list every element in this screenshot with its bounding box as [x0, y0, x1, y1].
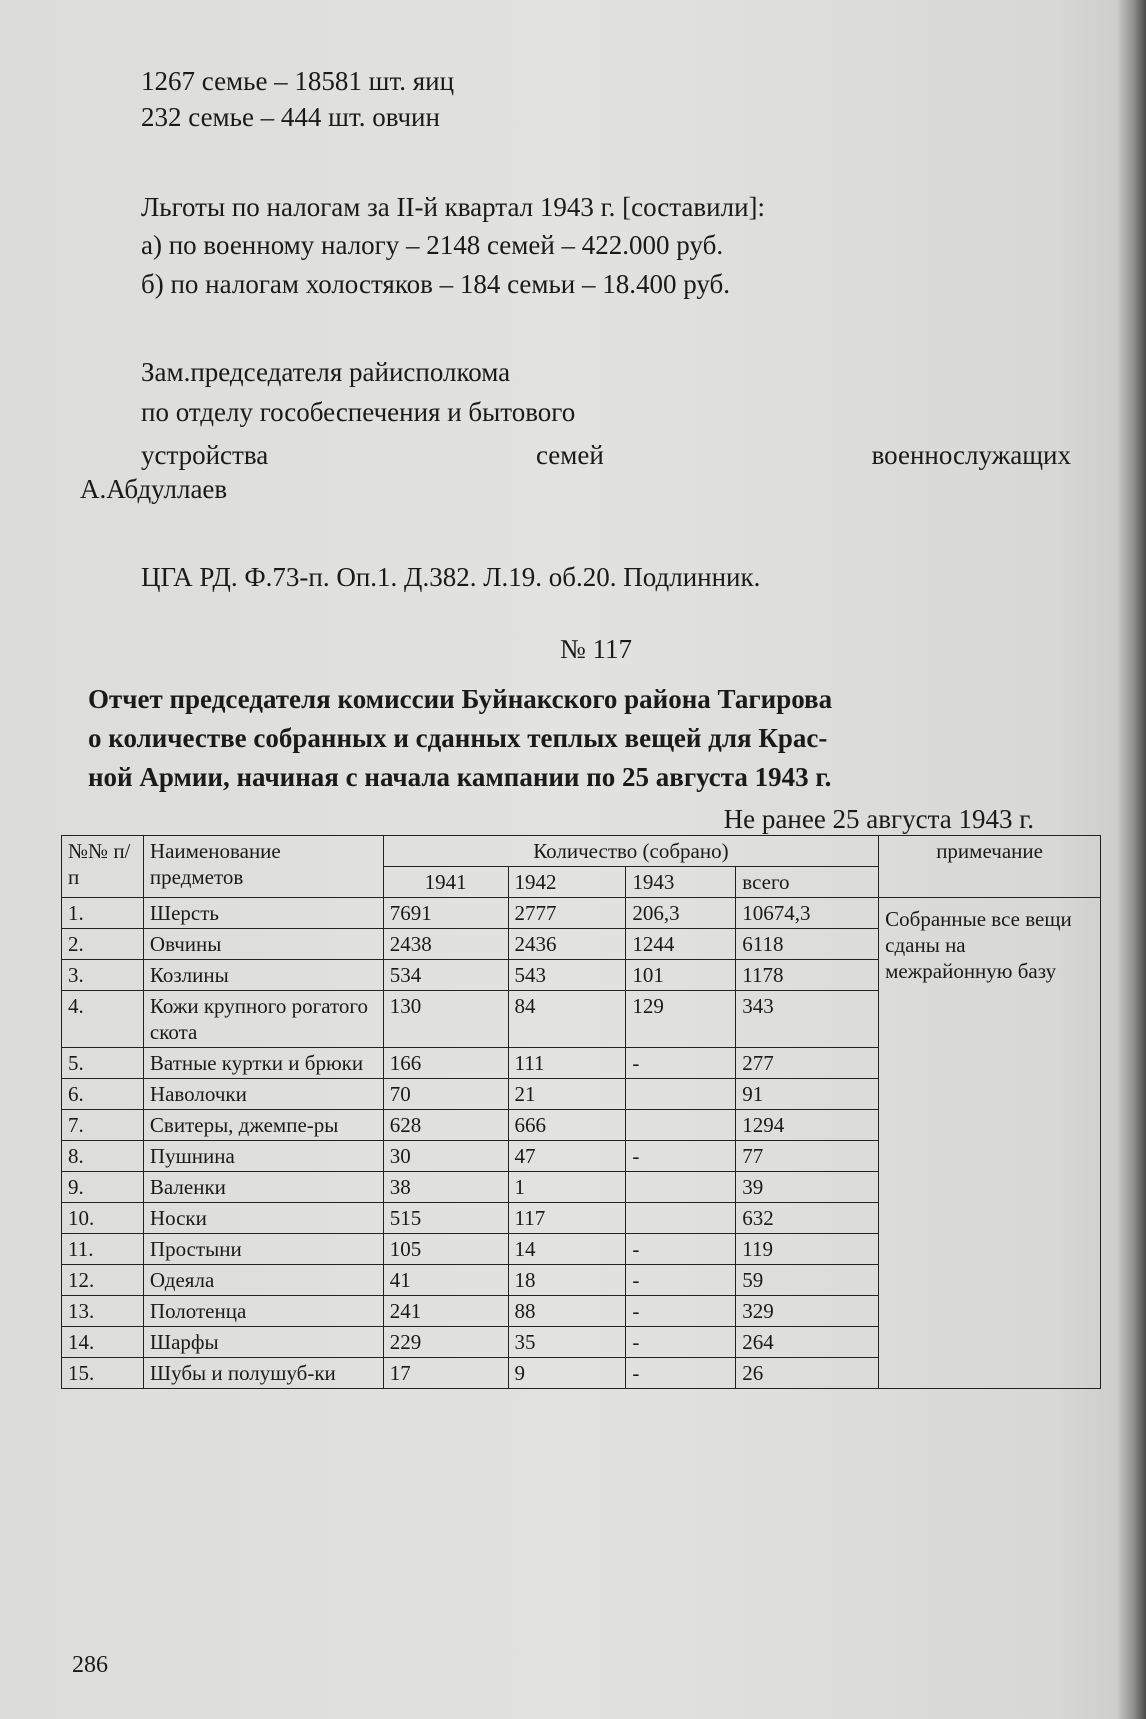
header-quantity: Количество (собрано) [383, 836, 878, 867]
table-cell-y1941: 105 [383, 1234, 508, 1265]
table-cell-y1942: 35 [508, 1327, 626, 1358]
table-cell-name: Ватные куртки и брюки [143, 1048, 383, 1079]
signature-word: семей [535, 440, 604, 470]
table-cell-y1943: - [626, 1265, 736, 1296]
table-cell-n: 13. [62, 1296, 144, 1327]
table-cell-n: 7. [62, 1110, 144, 1141]
signature-line-1: Зам.председателя райисполкома [141, 357, 511, 387]
header-name: Наименование предметов [143, 836, 383, 898]
archive-reference: ЦГА РД. Ф.73-п. Оп.1. Д.382. Л.19. об.20. Подлинник. [141, 562, 761, 592]
table-cell-n: 6. [62, 1079, 144, 1110]
table-cell-total: 277 [736, 1048, 879, 1079]
table-cell-n: 10. [62, 1203, 144, 1234]
tax-item-a: а) по военному налогу – 2148 семей – 422.000 руб. [141, 230, 724, 260]
table-cell-name: Шерсть [143, 898, 383, 929]
table-cell-name: Свитеры, джемпе-ры [143, 1110, 383, 1141]
table-cell-total: 329 [736, 1296, 879, 1327]
note-cell: Собранные все вещи сданы на межрайонную базу [879, 898, 1101, 1389]
book-spine [1116, 0, 1146, 1719]
header-total: всего [736, 867, 879, 898]
table-cell-total: 6118 [736, 929, 879, 960]
table-cell-y1943 [626, 1079, 736, 1110]
table-cell-total: 91 [736, 1079, 879, 1110]
header-1941: 1941 [383, 867, 508, 898]
table-cell-total: 632 [736, 1203, 879, 1234]
table-cell-total: 59 [736, 1265, 879, 1296]
table-cell-y1942: 1 [508, 1172, 626, 1203]
table-cell-total: 1294 [736, 1110, 879, 1141]
table-cell-n: 8. [62, 1141, 144, 1172]
table-cell-y1942: 21 [508, 1079, 626, 1110]
table-cell-y1942: 2436 [508, 929, 626, 960]
table-cell-total: 264 [736, 1327, 879, 1358]
table-cell-y1941: 70 [383, 1079, 508, 1110]
table-cell-y1941: 515 [383, 1203, 508, 1234]
document-date: Не ранее 25 августа 1943 г. [723, 804, 1034, 834]
table-cell-y1942: 117 [508, 1203, 626, 1234]
table-cell-n: 2. [62, 929, 144, 960]
signature-line-3 [141, 440, 1071, 471]
table-cell-name: Полотенца [143, 1296, 383, 1327]
table-cell-y1942: 9 [508, 1358, 626, 1389]
table-cell-y1942: 543 [508, 960, 626, 991]
signature-word: устройства [141, 440, 269, 470]
table-cell-y1943 [626, 1203, 736, 1234]
header-1942: 1942 [508, 867, 626, 898]
table-row [62, 898, 1101, 929]
table-cell-y1943: 206,3 [626, 898, 736, 929]
table-cell-y1942: 14 [508, 1234, 626, 1265]
table-cell-n: 5. [62, 1048, 144, 1079]
table-cell-n: 12. [62, 1265, 144, 1296]
tax-item-b: б) по налогам холостяков – 184 семьи – 18.400 руб. [141, 269, 730, 299]
signature-word: военнослужащих [871, 440, 1071, 470]
table-cell-y1941: 17 [383, 1358, 508, 1389]
table-cell-y1942: 2777 [508, 898, 626, 929]
items-table [61, 835, 1101, 1389]
header-note: примечание [879, 836, 1101, 898]
document-title-line: Отчет председателя комиссии Буйнакского района Тагирова [88, 684, 833, 714]
header-number: №№ п/п [62, 836, 144, 898]
table-body [62, 898, 1101, 1389]
table-cell-y1942: 47 [508, 1141, 626, 1172]
table-cell-total: 10674,3 [736, 898, 879, 929]
table-cell-y1943: - [626, 1234, 736, 1265]
table-cell-y1941: 628 [383, 1110, 508, 1141]
table-cell-y1943 [626, 1110, 736, 1141]
table-cell-name: Простыни [143, 1234, 383, 1265]
table-cell-y1943: - [626, 1141, 736, 1172]
table-cell-y1943 [626, 1172, 736, 1203]
table-cell-name: Пушнина [143, 1141, 383, 1172]
header-1943: 1943 [626, 867, 736, 898]
table-cell-n: 3. [62, 960, 144, 991]
table-cell-total: 77 [736, 1141, 879, 1172]
tax-heading: Льготы по налогам за II-й квартал 1943 г. [составили]: [141, 192, 766, 222]
table-cell-n: 1. [62, 898, 144, 929]
table-cell-n: 15. [62, 1358, 144, 1389]
table-cell-name: Шубы и полушуб-ки [143, 1358, 383, 1389]
table-cell-y1941: 166 [383, 1048, 508, 1079]
table-cell-y1942: 666 [508, 1110, 626, 1141]
table-cell-y1941: 38 [383, 1172, 508, 1203]
table-cell-name: Носки [143, 1203, 383, 1234]
table-cell-y1942: 88 [508, 1296, 626, 1327]
table-cell-n: 11. [62, 1234, 144, 1265]
document-number: № 117 [560, 634, 633, 664]
table-cell-y1941: 130 [383, 991, 508, 1048]
table-cell-y1941: 30 [383, 1141, 508, 1172]
table-cell-y1942: 111 [508, 1048, 626, 1079]
table-cell-y1943: 1244 [626, 929, 736, 960]
table-cell-name: Овчины [143, 929, 383, 960]
table-cell-y1942: 84 [508, 991, 626, 1048]
table-cell-total: 26 [736, 1358, 879, 1389]
table-cell-name: Наволочки [143, 1079, 383, 1110]
table-header-row-top [62, 836, 1101, 867]
table-cell-total: 39 [736, 1172, 879, 1203]
table-cell-y1941: 241 [383, 1296, 508, 1327]
table-cell-y1943: - [626, 1358, 736, 1389]
table-cell-y1941: 41 [383, 1265, 508, 1296]
table-cell-y1943: 101 [626, 960, 736, 991]
table-cell-y1943: 129 [626, 991, 736, 1048]
signature-line-2: по отделу гособеспечения и бытового [141, 397, 576, 427]
table-cell-y1942: 18 [508, 1265, 626, 1296]
table-cell-total: 343 [736, 991, 879, 1048]
table-cell-total: 1178 [736, 960, 879, 991]
table-cell-name: Шарфы [143, 1327, 383, 1358]
table-cell-name: Козлины [143, 960, 383, 991]
table-cell-name: Валенки [143, 1172, 383, 1203]
table-cell-y1943: - [626, 1327, 736, 1358]
document-title-line: ной Армии, начиная с начала кампании по 25 августа 1943 г. [88, 762, 832, 792]
document-title-line: о количестве собранных и сданных теплых вещей для Крас- [88, 723, 828, 753]
table-cell-n: 4. [62, 991, 144, 1048]
table-cell-n: 9. [62, 1172, 144, 1203]
table-cell-n: 14. [62, 1327, 144, 1358]
eggs-line: 1267 семье – 18581 шт. яиц [141, 66, 455, 96]
page-number: 286 [72, 1652, 108, 1678]
table-cell-y1943: - [626, 1048, 736, 1079]
table-cell-y1941: 534 [383, 960, 508, 991]
table-cell-y1941: 7691 [383, 898, 508, 929]
table-cell-total: 119 [736, 1234, 879, 1265]
table-cell-name: Одеяла [143, 1265, 383, 1296]
table-cell-y1941: 2438 [383, 929, 508, 960]
table-cell-y1941: 229 [383, 1327, 508, 1358]
sheepskins-line: 232 семье – 444 шт. овчин [141, 102, 440, 132]
table-cell-name: Кожи крупного рогатого скота [143, 991, 383, 1048]
table-cell-y1943: - [626, 1296, 736, 1327]
signatory-name: А.Абдуллаев [80, 474, 228, 504]
